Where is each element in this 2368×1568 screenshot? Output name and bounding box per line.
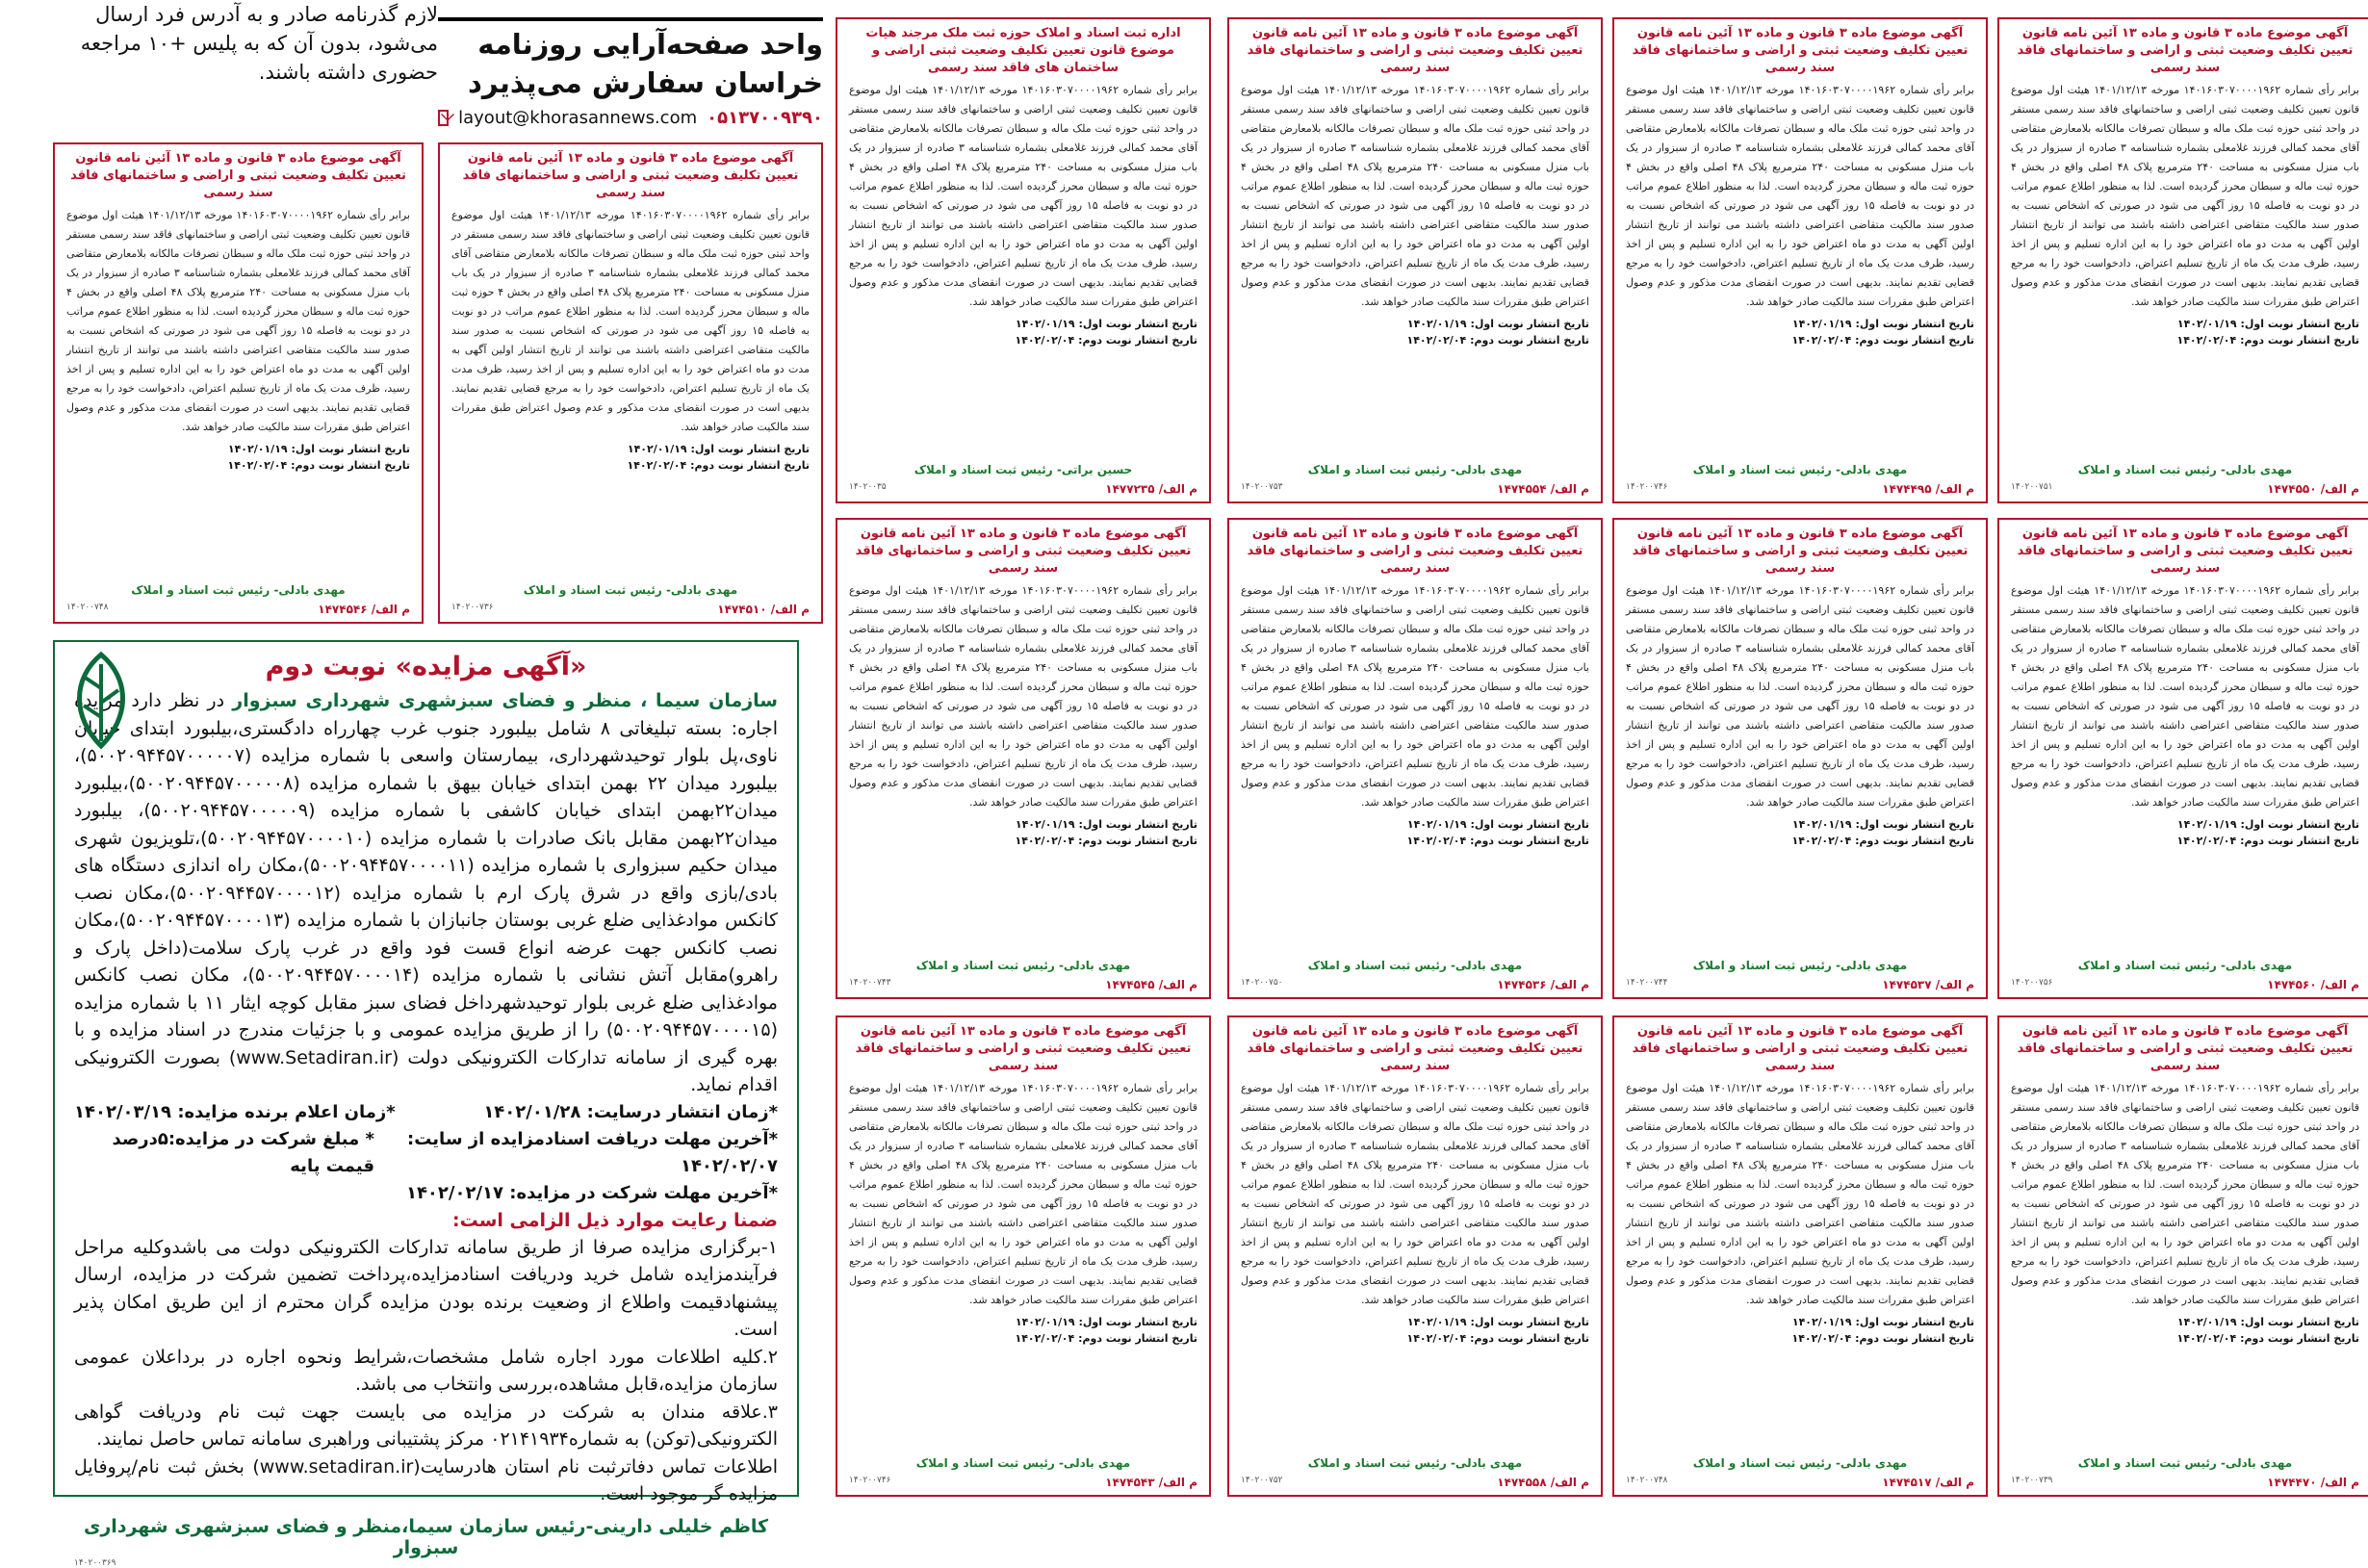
auction-condition-3: ۳.علاقه مندان به شرکت در مزایده می بایست جهت ثبت نام ودریافت گواهی الکترونیکی(توکن) به شماره۰۲۱۴۱۹۳۴ مرکز پشتیبانی وراهبری سامانه تماس حاصل نمایند. xyxy=(74,1401,778,1450)
notice-body: برابر رأی شماره ۱۴۰۱۶۰۳۰۷۰۰۰۰۱۹۶۲ مورخه ۱۴۰۱/۱۲/۱۳ هیئت اول موضوع قانون تعیین تکلیف وضعیت ثبتی اراضی و ساختمانهای فاقد سند رسمی مستقر در واحد ثبتی حوزه ثبت ملک ماله و سبطان تصرفات مالکانه بلامعارض متقاضی آقای محمد کمالی فرزند غلامعلی بشماره شناسنامه ۳ صادره از سبزوار در یک باب منزل مسکونی به مساحت ۲۴۰ مترمربع پلاک ۴۸ اصلی واقع در بخش ۴ حوزه ثبت ماله و سبطان محرز گردیده است. لذا به منظور اطلاع عموم مراتب در دو نوبت به فاصله ۱۵ روز آگهی می شود در صورتی که اشخاص نسبت به صدور سند مالکیت متقاضی اعتراضی داشته باشند می توانند از تاریخ انتشار اولین آگهی به مدت دو ماه اعتراض خود را به این اداره تسلیم و پس از اخذ رسید، ظرف مدت یک ماه از تاریخ تسلیم اعتراض، دادخواست خود را به مرجع قضایی تقدیم نمایند. بدیهی است در صورت انقضای مدت مذکور و عدم وصول اعتراض طبق مقررات سند مالکیت صادر خواهد شد. xyxy=(1626,84,1974,308)
layout-office-ad xyxy=(438,17,823,128)
notice-date-second: تاریخ انتشار نوبت دوم: ۱۴۰۲/۰۲/۰۴ xyxy=(1791,334,1974,347)
notice-title: آگهی موضوع ماده ۳ قانون و ماده ۱۳ آئین نامه قانون تعیین تکلیف وضعیت ثبتی و اراضی و ساختمانهای فاقد سند رسمی xyxy=(2017,26,2354,75)
auction-signature: کاظم خلیلی دارینی-رئیس سازمان سیما،منظر و فضای سبزشهری شهرداری سبزوار xyxy=(83,1515,769,1558)
notice-card xyxy=(1997,518,2368,999)
notice-card xyxy=(1227,518,1603,999)
auction-condition-1: ۱-برگزاری مزایده صرفا از طریق سامانه تدارکات الکترونیکی دولت می باشدوکلیه مراحل فرآیندمزایده شامل خرید ودریافت اسنادمزایده،پرداخت تضمین شرکت در مزایده، ارسال پیشنهادقیمت واطلاع از وضعیت برنده بودن مزایده گران محترم از این طریق امکان پذیر است. xyxy=(74,1236,778,1340)
notice-footer xyxy=(1241,482,1589,496)
notice-footer xyxy=(1626,482,1974,496)
auction-date-deadline: *آخرین مهلت شرکت در مزایده: ۱۴۰۲/۰۲/۱۷ xyxy=(405,1182,778,1203)
auction-dates-row-3 xyxy=(74,1180,778,1207)
notice-ref: م الف/ ۱۴۷۴۵۵۰ xyxy=(2267,482,2359,496)
notice-date-second: تاریخ انتشار نوبت دوم: ۱۴۰۲/۰۲/۰۴ xyxy=(1406,334,1589,347)
notice-signature: مهدی بادلی- رئیس ثبت اسناد و املاک xyxy=(1692,959,1908,972)
notice-code: ۱۴۰۲۰۰۷۵۶ xyxy=(2011,978,2053,988)
layout-office-title: واحد صفحه‌آرایی روزنامه خراسان سفارش می‌پذیرد xyxy=(468,28,823,99)
notice-card xyxy=(1612,17,1988,503)
notice-footer xyxy=(849,1476,1197,1489)
notice-signature: مهدی بادلی- رئیس ثبت اسناد و املاک xyxy=(2077,1456,2293,1470)
notice-code: ۱۴۰۲۰۰۷۴۶ xyxy=(849,1476,891,1485)
contact-email[interactable]: layout@khorasannews.com xyxy=(458,108,698,128)
notice-signature: مهدی بادلی- رئیس ثبت اسناد و املاک xyxy=(915,959,1131,972)
notice-title: آگهی موضوع ماده ۳ قانون و ماده ۱۳ آئین نامه قانون تعیین تکلیف وضعیت ثبتی و اراضی و ساختمانهای فاقد سند رسمی xyxy=(70,151,406,200)
notice-body: برابر رأی شماره ۱۴۰۱۶۰۳۰۷۰۰۰۰۱۹۶۲ مورخه ۱۴۰۱/۱۲/۱۳ هیئت اول موضوع قانون تعیین تکلیف وضعیت ثبتی اراضی و ساختمانهای فاقد سند رسمی مستقر در واحد ثبتی حوزه ثبت ملک ماله و سبطان تصرفات مالکانه بلامعارض متقاضی آقای محمد کمالی فرزند غلامعلی بشماره شناسنامه ۳ صادره از سبزوار در یک باب منزل مسکونی به مساحت ۲۴۰ مترمربع پلاک ۴۸ اصلی واقع در بخش ۴ حوزه ثبت ماله و سبطان محرز گردیده است. لذا به منظور اطلاع عموم مراتب در دو نوبت به فاصله ۱۵ روز آگهی می شود در صورتی که اشخاص نسبت به صدور سند مالکیت متقاضی اعتراضی داشته باشند می توانند از تاریخ انتشار اولین آگهی به مدت دو ماه اعتراض خود را به این اداره تسلیم و پس از اخذ رسید، ظرف مدت یک ماه از تاریخ تسلیم اعتراض، دادخواست خود را به مرجع قضایی تقدیم نمایند. بدیهی است در صورت انقضای مدت مذکور و عدم وصول اعتراض طبق مقررات سند مالکیت صادر خواهد شد. xyxy=(2011,1082,2359,1306)
notice-body: برابر رأی شماره ۱۴۰۱۶۰۳۰۷۰۰۰۰۱۹۶۲ مورخه ۱۴۰۱/۱۲/۱۳ هیئت اول موضوع قانون تعیین تکلیف وضعیت ثبتی اراضی و ساختمانهای فاقد سند رسمی مستقر در واحد ثبتی حوزه ثبت ملک ماله و سبطان تصرفات مالکانه بلامعارض متقاضی آقای محمد کمالی فرزند غلامعلی بشماره شناسنامه ۳ صادره از سبزوار در یک باب منزل مسکونی به مساحت ۲۴۰ مترمربع پلاک ۴۸ اصلی واقع در بخش ۴ حوزه ثبت ماله و سبطان محرز گردیده است. لذا به منظور اطلاع عموم مراتب در دو نوبت به فاصله ۱۵ روز آگهی می شود در صورتی که اشخاص نسبت به صدور سند مالکیت متقاضی اعتراضی داشته باشند می توانند از تاریخ انتشار اولین آگهی به مدت دو ماه اعتراض خود را به این اداره تسلیم و پس از اخذ رسید، ظرف مدت یک ماه از تاریخ تسلیم اعتراض، دادخواست خود را به مرجع قضایی تقدیم نمایند. بدیهی است در صورت انقضای مدت مذکور و عدم وصول اعتراض طبق مقررات سند مالکیت صادر خواهد شد. xyxy=(849,1082,1197,1306)
notice-date-second: تاریخ انتشار نوبت دوم: ۱۴۰۲/۰۲/۰۴ xyxy=(1406,1332,1589,1345)
notice-card xyxy=(1997,1015,2368,1497)
notice-title: اداره ثبت اسناد و املاک حوزه ثبت ملک مرجند هیات موضوع قانون تعیین تکلیف وضعیت ثبتی اراضی و ساختمان های فاقد سند رسمی xyxy=(865,26,1181,75)
notice-title: آگهی موضوع ماده ۳ قانون و ماده ۱۳ آئین نامه قانون تعیین تکلیف وضعیت ثبتی و اراضی و ساختمانهای فاقد سند رسمی xyxy=(1247,527,1583,576)
notice-body: برابر رأی شماره ۱۴۰۱۶۰۳۰۷۰۰۰۰۱۹۶۲ مورخه ۱۴۰۱/۱۲/۱۳ هیئت اول موضوع قانون تعیین تکلیف وضعیت ثبتی اراضی و ساختمانهای فاقد سند رسمی مستقر در واحد ثبتی حوزه ثبت ملک ماله و سبطان تصرفات مالکانه بلامعارض متقاضی آقای محمد کمالی فرزند غلامعلی بشماره شناسنامه ۳ صادره از سبزوار در یک باب منزل مسکونی به مساحت ۲۴۰ مترمربع پلاک ۴۸ اصلی واقع در بخش ۴ حوزه ثبت ماله و سبطان محرز گردیده است. لذا به منظور اطلاع عموم مراتب در دو نوبت به فاصله ۱۵ روز آگهی می شود در صورتی که اشخاص نسبت به صدور سند مالکیت متقاضی اعتراضی داشته باشند می توانند از تاریخ انتشار اولین آگهی به مدت دو ماه اعتراض خود را به این اداره تسلیم و پس از اخذ رسید، ظرف مدت یک ماه از تاریخ تسلیم اعتراض، دادخواست خود را به مرجع قضایی تقدیم نمایند. بدیهی است در صورت انقضای مدت مذکور و عدم وصول اعتراض طبق مقررات سند مالکیت صادر خواهد شد. xyxy=(2011,584,2359,809)
auction-title: «آگهی مزایده» نوبت دوم xyxy=(265,652,587,681)
notice-signature: مهدی بادلی- رئیس ثبت اسناد و املاک xyxy=(523,583,738,597)
notice-signature: مهدی بادلی- رئیس ثبت اسناد و املاک xyxy=(2077,959,2293,972)
notice-date-first: تاریخ انتشار نوبت اول: ۱۴۰۲/۰۱/۱۹ xyxy=(1406,318,1589,330)
notice-footer xyxy=(1626,978,1974,991)
notice-body: برابر رأی شماره ۱۴۰۱۶۰۳۰۷۰۰۰۰۱۹۶۲ مورخه ۱۴۰۱/۱۲/۱۳ هیئت اول موضوع قانون تعیین تکلیف وضعیت ثبتی اراضی و ساختمانهای فاقد سند رسمی مستقر در واحد ثبتی حوزه ثبت ملک ماله و سبطان تصرفات مالکانه بلامعارض متقاضی آقای محمد کمالی فرزند غلامعلی بشماره شناسنامه ۳ صادره از سبزوار در یک باب منزل مسکونی به مساحت ۲۴۰ مترمربع پلاک ۴۸ اصلی واقع در بخش ۴ حوزه ثبت ماله و سبطان محرز گردیده است. لذا به منظور اطلاع عموم مراتب در دو نوبت به فاصله ۱۵ روز آگهی می شود در صورتی که اشخاص نسبت به صدور سند مالکیت متقاضی اعتراضی داشته باشند می توانند از تاریخ انتشار اولین آگهی به مدت دو ماه اعتراض خود را به این اداره تسلیم و پس از اخذ رسید، ظرف مدت یک ماه از تاریخ تسلیم اعتراض، دادخواست خود را به مرجع قضایی تقدیم نمایند. بدیهی است در صورت انقضای مدت مذکور و عدم وصول اعتراض طبق مقررات سند مالکیت صادر خواهد شد. xyxy=(1241,1082,1589,1306)
notice-date-second: تاریخ انتشار نوبت دوم: ۱۴۰۲/۰۲/۰۴ xyxy=(627,459,810,472)
notice-code: ۱۴۰۲۰۰۷۵۳ xyxy=(1241,482,1283,492)
auction-condition-4: اطلاعات تماس دفاترثبت نام استان هادرسایت(www.setadiran.ir) بخش ثبت نام/پروفایل مزایده گر موجود است. xyxy=(74,1455,778,1504)
notice-footer xyxy=(66,603,410,616)
notice-signature: مهدی بادلی- رئیس ثبت اسناد و املاک xyxy=(1307,463,1523,476)
notice-date-first: تاریخ انتشار نوبت اول: ۱۴۰۲/۰۱/۱۹ xyxy=(1791,1316,1974,1328)
notice-body: برابر رأی شماره ۱۴۰۱۶۰۳۰۷۰۰۰۰۱۹۶۲ مورخه ۱۴۰۱/۱۲/۱۳ هیئت اول موضوع قانون تعیین تکلیف وضعیت ثبتی اراضی و ساختمانهای فاقد سند رسمی مستقر در واحد ثبتی حوزه ثبت ملک ماله و سبطان تصرفات مالکانه بلامعارض متقاضی آقای محمد کمالی فرزند غلامعلی بشماره شناسنامه ۳ صادره از سبزوار در یک باب منزل مسکونی به مساحت ۲۴۰ مترمربع پلاک ۴۸ اصلی واقع در بخش ۴ حوزه ثبت ماله و سبطان محرز گردیده است. لذا به منظور اطلاع عموم مراتب در دو نوبت به فاصله ۱۵ روز آگهی می شود در صورتی که اشخاص نسبت به صدور سند مالکیت متقاضی اعتراضی داشته باشند می توانند از تاریخ انتشار اولین آگهی به مدت دو ماه اعتراض خود را به این اداره تسلیم و پس از اخذ رسید، ظرف مدت یک ماه از تاریخ تسلیم اعتراض، دادخواست خود را به مرجع قضایی تقدیم نمایند. بدیهی است در صورت انقضای مدت مذکور و عدم وصول اعتراض طبق مقررات سند مالکیت صادر خواهد شد. xyxy=(1626,584,1974,809)
notice-date-second: تاریخ انتشار نوبت دوم: ۱۴۰۲/۰۲/۰۴ xyxy=(2176,334,2359,347)
notice-title: آگهی موضوع ماده ۳ قانون و ماده ۱۳ آئین نامه قانون تعیین تکلیف وضعیت ثبتی و اراضی و ساختمانهای فاقد سند رسمی xyxy=(1632,1024,1969,1073)
notice-code: ۱۴۰۲۰۰۷۵۲ xyxy=(1241,1476,1283,1485)
notice-footer xyxy=(2011,1476,2359,1489)
notice-footer xyxy=(2011,482,2359,496)
auction-ad xyxy=(53,640,799,1568)
auction-date-winner: *زمان اعلام برنده مزایده: ۱۴۰۲/۰۳/۱۹ xyxy=(74,1101,396,1122)
notice-date-first: تاریخ انتشار نوبت اول: ۱۴۰۲/۰۱/۱۹ xyxy=(2176,318,2359,330)
notice-title: آگهی موضوع ماده ۳ قانون و ماده ۱۳ آئین نامه قانون تعیین تکلیف وضعیت ثبتی و اراضی و ساختمانهای فاقد سند رسمی xyxy=(855,1024,1192,1073)
notice-body: برابر رأی شماره ۱۴۰۱۶۰۳۰۷۰۰۰۰۱۹۶۲ مورخه ۱۴۰۱/۱۲/۱۳ هیئت اول موضوع قانون تعیین تکلیف وضعیت ثبتی اراضی و ساختمانهای فاقد سند رسمی مستقر در واحد ثبتی حوزه ثبت ملک ماله و سبطان تصرفات مالکانه بلامعارض متقاضی آقای محمد کمالی فرزند غلامعلی بشماره شناسنامه ۳ صادره از سبزوار در یک باب منزل مسکونی به مساحت ۲۴۰ مترمربع پلاک ۴۸ اصلی واقع در بخش ۴ حوزه ثبت ماله و سبطان محرز گردیده است. لذا به منظور اطلاع عموم مراتب در دو نوبت به فاصله ۱۵ روز آگهی می شود در صورتی که اشخاص نسبت به صدور سند مالکیت متقاضی اعتراضی داشته باشند می توانند از تاریخ انتشار اولین آگهی به مدت دو ماه اعتراض خود را به این اداره تسلیم و پس از اخذ رسید، ظرف مدت یک ماه از تاریخ تسلیم اعتراض، دادخواست خود را به مرجع قضایی تقدیم نمایند. بدیهی است در صورت انقضای مدت مذکور و عدم وصول اعتراض طبق مقررات سند مالکیت صادر خواهد شد. xyxy=(1626,1082,1974,1306)
notice-ref: م الف/ ۱۴۷۴۵۴۶ xyxy=(318,603,410,616)
notice-date-second: تاریخ انتشار نوبت دوم: ۱۴۰۲/۰۲/۰۴ xyxy=(2176,1332,2359,1345)
auction-conditions-title: ضمنا رعایت موارد ذیل الزامی است: xyxy=(452,1209,778,1231)
notice-ref: م الف/ ۱۴۷۴۵۴۳ xyxy=(1105,1476,1197,1489)
notice-ref: م الف/ ۱۴۷۴۵۱۰ xyxy=(717,603,810,616)
notice-date-second: تاریخ انتشار نوبت دوم: ۱۴۰۲/۰۲/۰۴ xyxy=(1015,1332,1197,1345)
notice-signature: مهدی بادلی- رئیس ثبت اسناد و املاک xyxy=(131,583,346,597)
notice-code: ۱۴۰۲۰۰۷۵۱ xyxy=(2011,482,2053,492)
notice-date-first: تاریخ انتشار نوبت اول: ۱۴۰۲/۰۱/۱۹ xyxy=(2176,1316,2359,1328)
notice-footer xyxy=(451,603,810,616)
notice-ref: م الف/ ۱۴۷۴۵۵۴ xyxy=(1497,482,1589,496)
notice-title: آگهی موضوع ماده ۳ قانون و ماده ۱۳ آئین نامه قانون تعیین تکلیف وضعیت ثبتی و اراضی و ساختمانهای فاقد سند رسمی xyxy=(1632,527,1969,576)
notice-code: ۱۴۰۲۰۰۷۴۶ xyxy=(1626,482,1668,492)
auction-condition-2: ۲.کلیه اطلاعات مورد اجاره شامل مشخصات،شرایط ونحوه اجاره در برداعلان عمومی سازمان مزایده،قابل مشاهده،بررسی وانتخاب می باشد. xyxy=(74,1346,778,1395)
auction-org: سازمان سیما ، منظر و فضای سبزشهری شهرداری سبزوار xyxy=(232,690,778,711)
notice-signature: مهدی بادلی- رئیس ثبت اسناد و املاک xyxy=(915,1456,1131,1470)
notice-body: برابر رأی شماره ۱۴۰۱۶۰۳۰۷۰۰۰۰۱۹۶۲ مورخه ۱۴۰۱/۱۲/۱۳ هیئت اول موضوع قانون تعیین تکلیف وضعیت ثبتی اراضی و ساختمانهای فاقد سند رسمی مستقر در واحد ثبتی حوزه ثبت ملک ماله و سبطان تصرفات مالکانه بلامعارض متقاضی آقای محمد کمالی فرزند غلامعلی بشماره شناسنامه ۳ صادره از سبزوار در یک باب منزل مسکونی به مساحت ۲۴۰ مترمربع پلاک ۴۸ اصلی واقع در بخش ۴ حوزه ثبت ماله و سبطان محرز گردیده است. لذا به منظور اطلاع عموم مراتب در دو نوبت به فاصله ۱۵ روز آگهی می شود در صورتی که اشخاص نسبت به صدور سند مالکیت متقاضی اعتراضی داشته باشند می توانند از تاریخ انتشار اولین آگهی به مدت دو ماه اعتراض خود را به این اداره تسلیم و پس از اخذ رسید، ظرف مدت یک ماه از تاریخ تسلیم اعتراض، دادخواست خود را به مرجع قضایی تقدیم نمایند. بدیهی است در صورت انقضای مدت مذکور و عدم وصول اعتراض طبق مقررات سند مالکیت صادر خواهد شد. xyxy=(66,209,411,433)
notice-date-first: تاریخ انتشار نوبت اول: ۱۴۰۲/۰۱/۱۹ xyxy=(1406,818,1589,831)
notice-footer xyxy=(2011,978,2359,991)
notice-ref: م الف/ ۱۴۷۴۵۶۰ xyxy=(2267,978,2359,991)
notice-date-second: تاریخ انتشار نوبت دوم: ۱۴۰۲/۰۲/۰۴ xyxy=(1015,835,1197,847)
notice-date-first: تاریخ انتشار نوبت اول: ۱۴۰۲/۰۱/۱۹ xyxy=(1791,318,1974,330)
municipality-leaf-logo-icon xyxy=(63,650,140,756)
notice-date-second: تاریخ انتشار نوبت دوم: ۱۴۰۲/۰۲/۰۴ xyxy=(227,459,410,472)
notice-date-first: تاریخ انتشار نوبت اول: ۱۴۰۲/۰۱/۱۹ xyxy=(1406,1316,1589,1328)
notice-footer xyxy=(849,482,1197,496)
notice-ref: م الف/ ۱۴۷۷۲۳۵ xyxy=(1105,482,1197,496)
notice-ref: م الف/ ۱۴۷۴۴۹۵ xyxy=(1882,482,1974,496)
notice-code: ۱۴۰۲۰۰۷۵۰ xyxy=(1241,978,1283,988)
notice-signature: مهدی بادلی- رئیس ثبت اسناد و املاک xyxy=(1307,1456,1523,1470)
notice-card xyxy=(836,1015,1211,1497)
auction-fee: * مبلغ شرکت در مزایده:۵درصد قیمت پایه xyxy=(112,1128,374,1176)
notice-date-first: تاریخ انتشار نوبت اول: ۱۴۰۲/۰۱/۱۹ xyxy=(1015,318,1197,330)
notice-title: آگهی موضوع ماده ۳ قانون و ماده ۱۳ آئین نامه قانون تعیین تکلیف وضعیت ثبتی و اراضی و ساختمانهای فاقد سند رسمی xyxy=(855,527,1192,576)
notice-body: برابر رأی شماره ۱۴۰۱۶۰۳۰۷۰۰۰۰۱۹۶۲ مورخه ۱۴۰۱/۱۲/۱۳ هیئت اول موضوع قانون تعیین تکلیف وضعیت ثبتی اراضی و ساختمانهای فاقد سند رسمی مستقر در واحد ثبتی حوزه ثبت ملک ماله و سبطان تصرفات مالکانه بلامعارض متقاضی آقای محمد کمالی فرزند غلامعلی بشماره شناسنامه ۳ صادره از سبزوار در یک باب منزل مسکونی به مساحت ۲۴۰ مترمربع پلاک ۴۸ اصلی واقع در بخش ۴ حوزه ثبت ماله و سبطان محرز گردیده است. لذا به منظور اطلاع عموم مراتب در دو نوبت به فاصله ۱۵ روز آگهی می شود در صورتی که اشخاص نسبت به صدور سند مالکیت متقاضی اعتراضی داشته باشند می توانند از تاریخ انتشار اولین آگهی به مدت دو ماه اعتراض خود را به این اداره تسلیم و پس از اخذ رسید، ظرف مدت یک ماه از تاریخ تسلیم اعتراض، دادخواست خود را به مرجع قضایی تقدیم نمایند. بدیهی است در صورت انقضای مدت مذکور و عدم وصول اعتراض طبق مقررات سند مالکیت صادر خواهد شد. xyxy=(2011,84,2359,308)
notice-card xyxy=(53,142,424,624)
auction-body-text: در نظر دارد مزایده اجاره: بسته تبلیغاتی ۸ شامل بیلبورد جنوب غرب چهارراه دادگستری،بیلبورد ابتدای خیابان ناوی،پل بلوار توحیدشهرداری، بیمارستان واسعی با شماره مزایده (۵۰۰۲۰۹۴۴۵۷۰۰۰۰۰۷)، بیلبورد میدان ۲۲ بهمن ابتدای خیابان بیهق با شماره مزایده (۵۰۰۲۰۹۴۴۵۷۰۰۰۰۰۸)،بیلبورد میدان۲۲بهمن ابتدای خیابان کاشفی با شماره مزایده (۵۰۰۲۰۹۴۴۵۷۰۰۰۰۰۹)، بیلبورد میدان۲۲بهمن مقابل بانک صادرات با شماره مزایده (۵۰۰۲۰۹۴۴۵۷۰۰۰۰۱۰)،تلویزیون شهری میدان حکیم سبزواری با شماره مزایده (۵۰۰۲۰۹۴۴۵۷۰۰۰۰۱۱)،مکان راه اندازی دستگاه های بادی/بازی واقع در شرق پارک ارم با شماره مزایده (۵۰۰۲۰۹۴۴۵۷۰۰۰۰۱۲)،مکان نصب کانکس موادغذایی ضلع غربی بوستان جانبازان با شماره مزایده (۵۰۰۲۰۹۴۴۵۷۰۰۰۰۱۳)،مکان نصب کانکس جهت عرضه انواع قست فود واقع در غرب پارک سلامت(داخل پارک و راهرو)مقابل آتش نشانی با شماره مزایده (۵۰۰۲۰۹۴۴۵۷۰۰۰۰۱۴)، مکان نصب کانکس موادغذایی ضلع غربی بلوار توحیدشهرداخل فضای سبز مقابل کوچه ایثار ۱۱ با شماره مزایده (۵۰۰۲۰۹۴۴۵۷۰۰۰۰۱۵) را از طریق مزایده عمومی و با جزئیات مندرج در اسناد مزایده و با بهره گیری از سامانه تدارکات الکترونیکی دولت (www.Setadiran.ir) بصورت الکترونیکی اقدام نماید. xyxy=(74,690,779,1095)
mail-icon xyxy=(438,110,449,126)
notice-footer xyxy=(849,978,1197,991)
notice-card xyxy=(1612,1015,1988,1497)
notice-card xyxy=(1997,17,2368,503)
notice-body: برابر رأی شماره ۱۴۰۱۶۰۳۰۷۰۰۰۰۱۹۶۲ مورخه ۱۴۰۱/۱۲/۱۳ هیئت اول موضوع قانون تعیین تکلیف وضعیت ثبتی اراضی و ساختمانهای فاقد سند رسمی مستقر در واحد ثبتی حوزه ثبت ملک ماله و سبطان تصرفات مالکانه بلامعارض متقاضی آقای محمد کمالی فرزند غلامعلی بشماره شناسنامه ۳ صادره از سبزوار در یک باب منزل مسکونی به مساحت ۲۴۰ مترمربع پلاک ۴۸ اصلی واقع در بخش ۴ حوزه ثبت ماله و سبطان محرز گردیده است. لذا به منظور اطلاع عموم مراتب در دو نوبت به فاصله ۱۵ روز آگهی می شود در صورتی که اشخاص نسبت به صدور سند مالکیت متقاضی اعتراضی داشته باشند می توانند از تاریخ انتشار اولین آگهی به مدت دو ماه اعتراض خود را به این اداره تسلیم و پس از اخذ رسید، ظرف مدت یک ماه از تاریخ تسلیم اعتراض، دادخواست خود را به مرجع قضایی تقدیم نمایند. بدیهی است در صورت انقضای مدت مذکور و عدم وصول اعتراض طبق مقررات سند مالکیت صادر خواهد شد. xyxy=(849,84,1197,308)
notice-card xyxy=(438,142,823,624)
notice-code: ۱۴۰۲۰۰۷۳۶ xyxy=(451,603,494,612)
notice-body: برابر رأی شماره ۱۴۰۱۶۰۳۰۷۰۰۰۰۱۹۶۲ مورخه ۱۴۰۱/۱۲/۱۳ هیئت اول موضوع قانون تعیین تکلیف وضعیت ثبتی اراضی و ساختمانهای فاقد سند رسمی مستقر در واحد ثبتی حوزه ثبت ملک ماله و سبطان تصرفات مالکانه بلامعارض متقاضی آقای محمد کمالی فرزند غلامعلی بشماره شناسنامه ۳ صادره از سبزوار در یک باب منزل مسکونی به مساحت ۲۴۰ مترمربع پلاک ۴۸ اصلی واقع در بخش ۴ حوزه ثبت ماله و سبطان محرز گردیده است. لذا به منظور اطلاع عموم مراتب در دو نوبت به فاصله ۱۵ روز آگهی می شود در صورتی که اشخاص نسبت به صدور سند مالکیت متقاضی اعتراضی داشته باشند می توانند از تاریخ انتشار اولین آگهی به مدت دو ماه اعتراض خود را به این اداره تسلیم و پس از اخذ رسید، ظرف مدت یک ماه از تاریخ تسلیم اعتراض، دادخواست خود را به مرجع قضایی تقدیم نمایند. بدیهی است در صورت انقضای مدت مذکور و عدم وصول اعتراض طبق مقررات سند مالکیت صادر خواهد شد. xyxy=(1241,584,1589,809)
notice-signature: حسین براتی- رئیس ثبت اسناد و املاک xyxy=(914,463,1133,476)
notice-card xyxy=(1227,17,1603,503)
notice-signature: مهدی بادلی- رئیس ثبت اسناد و املاک xyxy=(1692,1456,1908,1470)
notice-title: آگهی موضوع ماده ۳ قانون و ماده ۱۳ آئین نامه قانون تعیین تکلیف وضعیت ثبتی و اراضی و ساختمانهای فاقد سند رسمی xyxy=(462,151,799,200)
notice-date-first: تاریخ انتشار نوبت اول: ۱۴۰۲/۰۱/۱۹ xyxy=(1791,818,1974,831)
top-note: لازم گذرنامه صادر و به آدرس فرد ارسال می‌شود، بدون آن که به پلیس +۱۰ مراجعه حضوری داشته باشند. xyxy=(80,3,438,84)
notice-date-first: تاریخ انتشار نوبت اول: ۱۴۰۲/۰۱/۱۹ xyxy=(627,443,810,455)
notice-code: ۱۴۰۲۰۰۷۴۸ xyxy=(1626,1476,1668,1485)
notice-ref: م الف/ ۱۴۷۴۵۱۷ xyxy=(1882,1476,1974,1489)
notice-body: برابر رأی شماره ۱۴۰۱۶۰۳۰۷۰۰۰۰۱۹۶۲ مورخه ۱۴۰۱/۱۲/۱۳ هیئت اول موضوع قانون تعیین تکلیف وضعیت ثبتی اراضی و ساختمانهای فاقد سند رسمی مستقر در واحد ثبتی حوزه ثبت ملک ماله و سبطان تصرفات مالکانه بلامعارض متقاضی آقای محمد کمالی فرزند غلامعلی بشماره شناسنامه ۳ صادره از سبزوار در یک باب منزل مسکونی به مساحت ۲۴۰ مترمربع پلاک ۴۸ اصلی واقع در بخش ۴ حوزه ثبت ماله و سبطان محرز گردیده است. لذا به منظور اطلاع عموم مراتب در دو نوبت به فاصله ۱۵ روز آگهی می شود در صورتی که اشخاص نسبت به صدور سند مالکیت متقاضی اعتراضی داشته باشند می توانند از تاریخ انتشار اولین آگهی به مدت دو ماه اعتراض خود را به این اداره تسلیم و پس از اخذ رسید، ظرف مدت یک ماه از تاریخ تسلیم اعتراض، دادخواست خود را به مرجع قضایی تقدیم نمایند. بدیهی است در صورت انقضای مدت مذکور و عدم وصول اعتراض طبق مقررات سند مالکیت صادر خواهد شد. xyxy=(1241,84,1589,308)
notice-date-second: تاریخ انتشار نوبت دوم: ۱۴۰۲/۰۲/۰۴ xyxy=(2176,835,2359,847)
auction-date-docs: *آخرین مهلت دریافت اسنادمزایده از سایت: ۱۴۰۲/۰۲/۰۷ xyxy=(407,1128,778,1176)
notice-code: ۱۴۰۲۰۰۷۴۴ xyxy=(1626,978,1668,988)
auction-body xyxy=(74,687,778,1099)
notice-title: آگهی موضوع ماده ۳ قانون و ماده ۱۳ آئین نامه قانون تعیین تکلیف وضعیت ثبتی و اراضی و ساختمانهای فاقد سند رسمی xyxy=(1247,26,1583,75)
notice-date-first: تاریخ انتشار نوبت اول: ۱۴۰۲/۰۱/۱۹ xyxy=(1015,818,1197,831)
notice-code: ۱۴۰۲۰۰۳۵ xyxy=(849,482,887,492)
auction-dates-row-2 xyxy=(74,1126,778,1180)
notice-card xyxy=(1227,1015,1603,1497)
notice-signature: مهدی بادلی- رئیس ثبت اسناد و املاک xyxy=(1692,463,1908,476)
notice-date-first: تاریخ انتشار نوبت اول: ۱۴۰۲/۰۱/۱۹ xyxy=(227,443,410,455)
auction-dates-row-1 xyxy=(74,1099,778,1126)
notice-ref: م الف/ ۱۴۷۴۵۳۶ xyxy=(1497,978,1589,991)
contact-row xyxy=(438,108,823,128)
auction-code: ۱۴۰۲۰۰۳۶۹ xyxy=(74,1557,116,1568)
notice-ref: م الف/ ۱۴۷۴۵۴۵ xyxy=(1105,978,1197,991)
notice-title: آگهی موضوع ماده ۳ قانون و ماده ۱۳ آئین نامه قانون تعیین تکلیف وضعیت ثبتی و اراضی و ساختمانهای فاقد سند رسمی xyxy=(2017,1024,2354,1073)
notice-card xyxy=(1612,518,1988,999)
notice-title: آگهی موضوع ماده ۳ قانون و ماده ۱۳ آئین نامه قانون تعیین تکلیف وضعیت ثبتی و اراضی و ساختمانهای فاقد سند رسمی xyxy=(1632,26,1969,75)
notice-signature: مهدی بادلی- رئیس ثبت اسناد و املاک xyxy=(2077,463,2293,476)
notice-code: ۱۴۰۲۰۰۷۳۹ xyxy=(2011,1476,2053,1485)
notice-footer xyxy=(1241,978,1589,991)
notice-title: آگهی موضوع ماده ۳ قانون و ماده ۱۳ آئین نامه قانون تعیین تکلیف وضعیت ثبتی و اراضی و ساختمانهای فاقد سند رسمی xyxy=(1247,1024,1583,1073)
notice-footer xyxy=(1241,1476,1589,1489)
notice-date-first: تاریخ انتشار نوبت اول: ۱۴۰۲/۰۱/۱۹ xyxy=(2176,818,2359,831)
notice-body: برابر رأی شماره ۱۴۰۱۶۰۳۰۷۰۰۰۰۱۹۶۲ مورخه ۱۴۰۱/۱۲/۱۳ هیئت اول موضوع قانون تعیین تکلیف وضعیت ثبتی اراضی و ساختمانهای فاقد سند رسمی مستقر در واحد ثبتی حوزه ثبت ملک ماله و سبطان تصرفات مالکانه بلامعارض متقاضی آقای محمد کمالی فرزند غلامعلی بشماره شناسنامه ۳ صادره از سبزوار در یک باب منزل مسکونی به مساحت ۲۴۰ مترمربع پلاک ۴۸ اصلی واقع در بخش ۴ حوزه ثبت ماله و سبطان محرز گردیده است. لذا به منظور اطلاع عموم مراتب در دو نوبت به فاصله ۱۵ روز آگهی می شود در صورتی که اشخاص نسبت به صدور سند مالکیت متقاضی اعتراضی داشته باشند می توانند از تاریخ انتشار اولین آگهی به مدت دو ماه اعتراض خود را به این اداره تسلیم و پس از اخذ رسید، ظرف مدت یک ماه از تاریخ تسلیم اعتراض، دادخواست خود را به مرجع قضایی تقدیم نمایند. بدیهی است در صورت انقضای مدت مذکور و عدم وصول اعتراض طبق مقررات سند مالکیت صادر خواهد شد. xyxy=(451,209,810,433)
notice-ref: م الف/ ۱۴۷۴۵۵۸ xyxy=(1497,1476,1589,1489)
notice-date-second: تاریخ انتشار نوبت دوم: ۱۴۰۲/۰۲/۰۴ xyxy=(1015,334,1197,347)
notice-ref: م الف/ ۱۴۷۴۵۳۷ xyxy=(1882,978,1974,991)
notice-body: برابر رأی شماره ۱۴۰۱۶۰۳۰۷۰۰۰۰۱۹۶۲ مورخه ۱۴۰۱/۱۲/۱۳ هیئت اول موضوع قانون تعیین تکلیف وضعیت ثبتی اراضی و ساختمانهای فاقد سند رسمی مستقر در واحد ثبتی حوزه ثبت ملک ماله و سبطان تصرفات مالکانه بلامعارض متقاضی آقای محمد کمالی فرزند غلامعلی بشماره شناسنامه ۳ صادره از سبزوار در یک باب منزل مسکونی به مساحت ۲۴۰ مترمربع پلاک ۴۸ اصلی واقع در بخش ۴ حوزه ثبت ماله و سبطان محرز گردیده است. لذا به منظور اطلاع عموم مراتب در دو نوبت به فاصله ۱۵ روز آگهی می شود در صورتی که اشخاص نسبت به صدور سند مالکیت متقاضی اعتراضی داشته باشند می توانند از تاریخ انتشار اولین آگهی به مدت دو ماه اعتراض خود را به این اداره تسلیم و پس از اخذ رسید، ظرف مدت یک ماه از تاریخ تسلیم اعتراض، دادخواست خود را به مرجع قضایی تقدیم نمایند. بدیهی است در صورت انقضای مدت مذکور و عدم وصول اعتراض طبق مقررات سند مالکیت صادر خواهد شد. xyxy=(849,584,1197,809)
contact-phone[interactable]: ۰۵۱۳۷۰۰۹۳۹۰ xyxy=(707,108,823,128)
notice-date-second: تاریخ انتشار نوبت دوم: ۱۴۰۲/۰۲/۰۴ xyxy=(1791,835,1974,847)
notice-footer xyxy=(1626,1476,1974,1489)
notice-date-second: تاریخ انتشار نوبت دوم: ۱۴۰۲/۰۲/۰۴ xyxy=(1791,1332,1974,1345)
notice-date-first: تاریخ انتشار نوبت اول: ۱۴۰۲/۰۱/۱۹ xyxy=(1015,1316,1197,1328)
notice-code: ۱۴۰۲۰۰۷۴۸ xyxy=(66,603,109,612)
auction-date-publish: *زمان انتشار درسایت: ۱۴۰۲/۰۱/۲۸ xyxy=(483,1101,778,1122)
notice-card xyxy=(836,17,1211,503)
notice-title: آگهی موضوع ماده ۳ قانون و ماده ۱۳ آئین نامه قانون تعیین تکلیف وضعیت ثبتی و اراضی و ساختمانهای فاقد سند رسمی xyxy=(2017,527,2354,576)
notice-date-second: تاریخ انتشار نوبت دوم: ۱۴۰۲/۰۲/۰۴ xyxy=(1406,835,1589,847)
notice-code: ۱۴۰۲۰۰۷۴۳ xyxy=(849,978,891,988)
notice-signature: مهدی بادلی- رئیس ثبت اسناد و املاک xyxy=(1307,959,1523,972)
notice-ref: م الف/ ۱۴۷۴۴۷۰ xyxy=(2267,1476,2359,1489)
notice-card xyxy=(836,518,1211,999)
